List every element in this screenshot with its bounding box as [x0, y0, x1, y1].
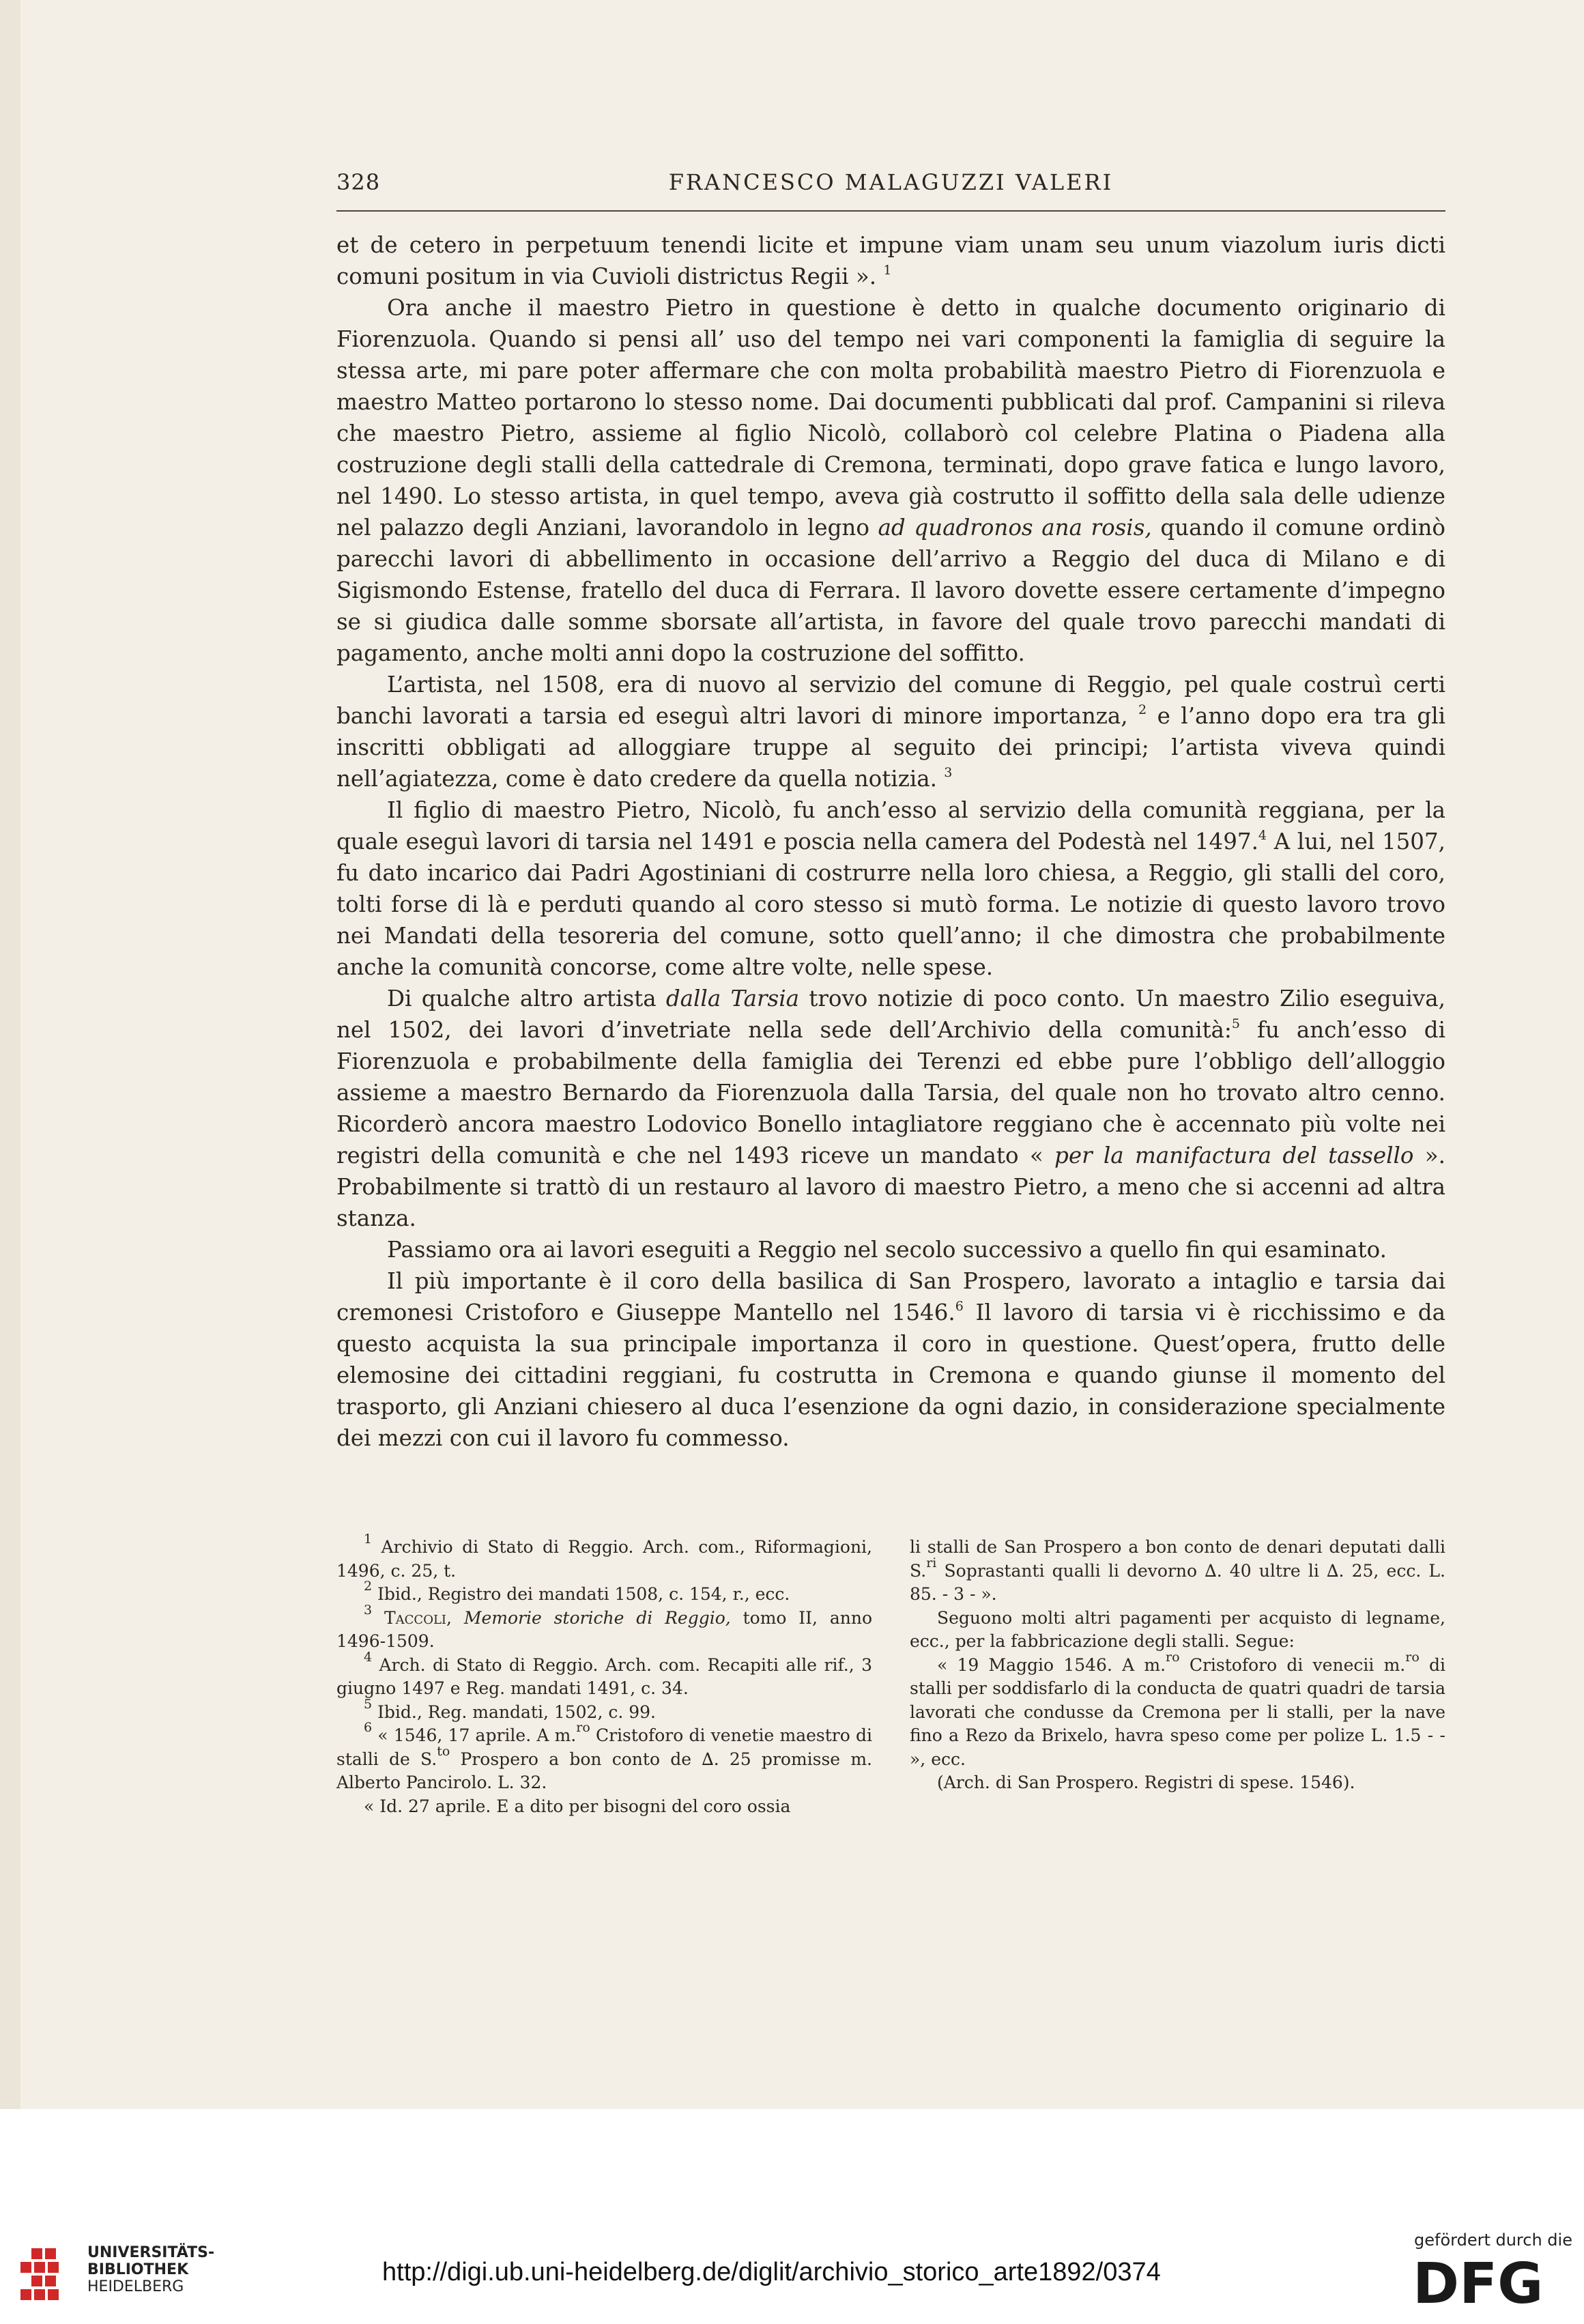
footnote-ref[interactable]: 4	[1258, 828, 1267, 843]
italic-quote: ad quadronos ana rosis,	[878, 515, 1152, 541]
footnote-ref[interactable]: 2	[1138, 702, 1147, 717]
university-library-logo-icon	[16, 2246, 71, 2307]
running-title: FRANCESCO MALAGUZZI VALERI	[668, 169, 1114, 195]
footnote: $^6$ « 1546, 17 aprile. A m.$^{ro}$ Cristoforo di venetie maestro di stalli de S.$^{to}$ Prospero a bon conto de ∆. 25 promisse m. Alberto Pancirolo. L. 32.	[336, 1720, 873, 1792]
footnote: $^4$ Arch. di Stato di Reggio. Arch. com. Recapiti alle rif., 3 giugno 1497 e Reg. mandati 1491, c. 34.	[336, 1649, 873, 1698]
italic-quote: per la manifactura del tassello	[1054, 1143, 1414, 1168]
footnote: $^2$ Ibid., Registro dei mandati 1508, c. 154, r., ecc.	[364, 1579, 790, 1604]
svg-text:DFG: DFG	[1413, 2255, 1544, 2310]
paragraph: et de cetero in perpetuum tenendi licite et impune viam unam seu unum viazolum iuris dicti comuni positum in via Cuvioli districtus Regii ». $^1$	[336, 232, 1445, 289]
paragraph: L’artista, nel 1508, era di nuovo al servizio del comune di Reggio, pel quale costruì certi banchi lavorati a tarsia ed eseguì altri lavori di minore importanza, $^2$ e l’anno dopo era tra gli inscritti obbligati ad alloggiare truppe al seguito dei principi; l’artista viveva quindi nell’agiatezza, come è dato credere da quella notizia. $^3$	[336, 672, 1446, 792]
library-name: UNIVERSITÄTS- BIBLIOTHEK HEIDELBERG	[87, 2244, 215, 2295]
footnote: $^1$ Archivio di Stato di Reggio. Arch. com., Riformagioni, 1496, c. 25, t.	[336, 1532, 872, 1581]
running-header	[336, 169, 1445, 197]
footnote-continuation: li stalli de San Prospero a bon conto de denari deputati dalli S.$^{ri}$ Soprastanti qualli li devorno ∆. 40 ultre li ∆. 25, ecc. L. 85. - 3 - ».	[910, 1537, 1445, 1604]
footnotes-right-column	[910, 1536, 1445, 1795]
footnote-ref[interactable]: 6	[955, 1299, 964, 1314]
dfg-logo-icon	[1413, 2255, 1563, 2310]
digitization-footer	[0, 2109, 1584, 2324]
header-rule	[336, 210, 1445, 212]
paragraph: Il più importante è il coro della basilica di San Prospero, lavorato a intaglio e tarsia dai cremonesi Cristoforo e Giuseppe Mantello nel 1546.$^6$ Il lavoro di tarsia vi è ricchissimo e da questo acquista la sua principale importanza il coro in questione. Quest’opera, frutto delle elemosine dei cittadini reggiani, fu costrutta in Cremona e quando giunse il momento del trasporto, gli Anziani chiesero al duca l’esenzione da ogni dazio, in considerazione specialmente dei mezzi con cui il lavoro fu commesso.	[336, 1268, 1445, 1451]
page-edge-shadow	[0, 0, 20, 2109]
footnote-continuation: « Id. 27 aprile. E a dito per bisogni del coro ossia	[364, 1796, 791, 1816]
paragraph: Ora anche il maestro Pietro in questione è detto in qualche documento originario di Fiorenzuola. Quando si pensi all’ uso del tempo nei vari componenti la famiglia di seguire la stessa arte, mi pare poter affermare che con molta probabilità maestro Pietro di Fiorenzuola e maestro Matteo portarono lo stesso nome. Dai documenti pubblicati dal prof. Campanini si rileva che maestro Pietro, assieme al figlio Nicolò, collaborò col celebre Platina o Piadena alla costruzione degli stalli della cattedrale di Cremona, terminati, dopo grave fatica e lungo lavoro, nel 1490. Lo stesso artista, in quel tempo, aveva già costrutto il soffitto della sala delle udienze nel palazzo degli Anziani, lavorandolo in legno ad quadronos ana rosis, quando il comune ordinò parecchi lavori di abbellimento in occasione dell’arrivo a Reggio del duca di Milano e di Sigismondo Estense, fratello del duca di Ferrara. Il lavoro dovette essere certamente d’impegno se si giudica dalle somme sborsate all’artista, in favore del quale trovo parecchi mandati di pagamento, anche molti anni dopo la costruzione del soffitto.	[336, 295, 1445, 666]
footnotes-left-column	[336, 1532, 873, 1818]
footnote-text: « 19 Maggio 1546. A m.$^{ro}$ Cristoforo di venecii m.$^{ro}$ di stalli per soddisfarlo di la conducta de quatri quadri de tarsia lavorati che condusse da Cremona per li stalli, per la nave fino a Rezo da Brixelo, havra speso come per polize L. 1.5 - - », ecc.	[910, 1649, 1446, 1769]
permalink-url[interactable]: http://digi.ub.uni-heidelberg.de/diglit/archivio_storico_arte1892/0374	[382, 2258, 1161, 2286]
footnote: $^5$ Ibid., Reg. mandati, 1502, c. 99.	[364, 1696, 657, 1722]
funding-note: gefördert durch die	[1414, 2230, 1572, 2250]
footnote-source: (Arch. di San Prospero. Registri di spese. 1546).	[937, 1773, 1355, 1792]
paragraph: Il figlio di maestro Pietro, Nicolò, fu anch’esso al servizio della comunità reggiana, per la quale eseguì lavori di tarsia nel 1491 e poscia nella camera del Podestà nel 1497.$^4$ A lui, nel 1507, fu dato incarico dai Padri Agostiniani di costrurre nella loro chiesa, a Reggio, gli stalli del coro, tolti forse di là e perduti quando al coro stesso si mutò forma. Le notizie di questo lavoro trovo nei Mandati della tesoreria del comune, sotto quell’anno; il che dimostra che probabilmente anche la comunità concorse, come altre volte, nelle spese.	[336, 797, 1445, 980]
paragraph: Di qualche altro artista dalla Tarsia trovo notizie di poco conto. Un maestro Zilio eseguiva, nel 1502, dei lavori d’invetriate nella sede dell’Archivio della comunità:$^5$ fu anch’esso di Fiorenzuola e probabilmente della famiglia dei Terenzi ed ebbe pure l’obbligo dell’alloggio assieme a maestro Bernardo da Fiorenzuola dalla Tarsia, del quale non ho trovato altro cenno. Ricorderò ancora maestro Lodovico Bonello intagliatore reggiano che è accennato più volte nei registri della comunità e che nel 1493 riceve un mandato « per la manifactura del tassello ». Probabilmente si trattò di un restauro al lavoro di maestro Pietro, a meno che si accenni ad altra stanza.	[336, 986, 1446, 1231]
main-text	[336, 229, 1445, 1454]
footnote-ref[interactable]: 3	[944, 765, 953, 780]
footnote-text: Seguono molti altri pagamenti per acquisto di legname, ecc., per la fabbricazione degli stalli. Segue:	[910, 1607, 1445, 1651]
italic-term: dalla Tarsia	[665, 986, 799, 1012]
footnote-ref[interactable]: 5	[1231, 1016, 1240, 1031]
page-number: 328	[336, 169, 381, 195]
footnote-ref[interactable]: 1	[883, 263, 892, 278]
footnote: $^3$ Taccoli, Memorie storiche di Reggio, tomo II, anno 1496-1509.	[336, 1602, 873, 1651]
paragraph: Passiamo ora ai lavori eseguiti a Reggio nel secolo successivo a quello fin qui esaminato.	[387, 1237, 1387, 1263]
